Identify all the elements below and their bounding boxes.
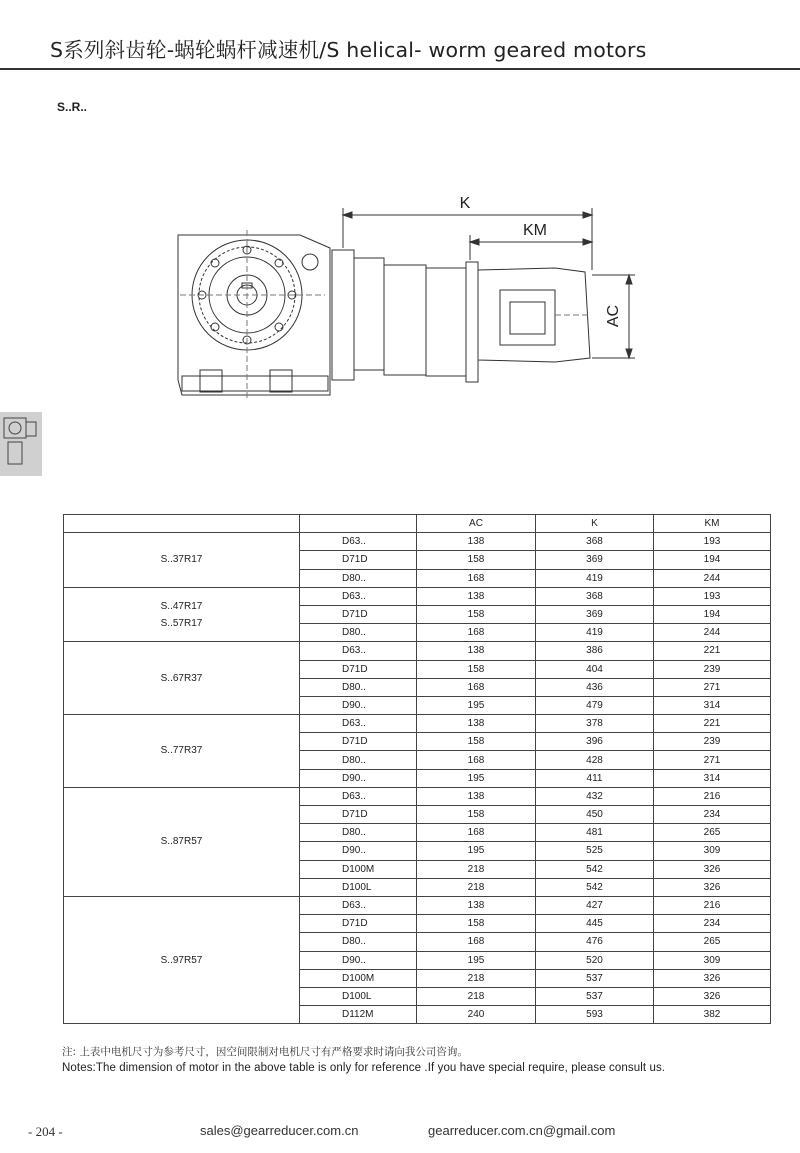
dim-label-ac: AC [605, 304, 622, 328]
k-cell: 481 [536, 824, 654, 842]
motor-cell: D71D [300, 915, 417, 933]
helical-stage [384, 265, 426, 375]
table-header-row [64, 515, 771, 533]
ac-cell: 218 [417, 987, 536, 1005]
km-cell: 309 [654, 842, 771, 860]
ac-cell: 138 [417, 896, 536, 914]
k-cell: 520 [536, 951, 654, 969]
series-cell [64, 896, 300, 1023]
km-cell: 244 [654, 569, 771, 587]
page-title: S系列斜齿轮-蜗轮蜗杆减速机/S helical- worm geared motors [50, 38, 647, 62]
k-cell: 419 [536, 624, 654, 642]
k-cell: 404 [536, 660, 654, 678]
k-cell: 479 [536, 696, 654, 714]
k-cell: 445 [536, 915, 654, 933]
contact-email-secondary: gearreducer.com.cn@gmail.com [428, 1123, 616, 1138]
page-number: - 204 - [28, 1124, 63, 1139]
thumb-flange [9, 422, 21, 434]
km-arrow-right [583, 239, 592, 245]
k-cell: 378 [536, 715, 654, 733]
km-cell: 221 [654, 642, 771, 660]
thumb-motor [8, 442, 22, 464]
motor-cell: D63.. [300, 787, 417, 805]
k-cell: 386 [536, 642, 654, 660]
km-cell: 234 [654, 806, 771, 824]
k-cell: 537 [536, 987, 654, 1005]
header-divider [0, 68, 800, 70]
km-arrow-left [470, 239, 479, 245]
km-cell: 193 [654, 533, 771, 551]
dim-label-k: K [459, 195, 471, 212]
motor-cell: D63.. [300, 715, 417, 733]
motor-cell: D71D [300, 806, 417, 824]
series-cell [64, 715, 300, 788]
motor-cell: D90.. [300, 842, 417, 860]
km-cell: 309 [654, 951, 771, 969]
k-cell: 368 [536, 587, 654, 605]
km-cell: 271 [654, 751, 771, 769]
helical-cover [426, 268, 466, 376]
bolt-hole [275, 259, 283, 267]
motor-cell: D100L [300, 878, 417, 896]
ac-cell: 195 [417, 769, 536, 787]
table-row [64, 587, 771, 605]
ac-arrow-top [626, 275, 632, 284]
motor-cell: D100L [300, 987, 417, 1005]
motor-cell: D80.. [300, 624, 417, 642]
series-label: S..47R17 [160, 600, 203, 612]
km-cell: 326 [654, 878, 771, 896]
ac-cell: 218 [417, 878, 536, 896]
series-label: S..57R17 [160, 617, 203, 629]
note-chinese: 注: 上表中电机尺寸为参考尺寸，因空间限制对电机尺寸有严格要求时请向我公司咨询。 [62, 1046, 468, 1058]
motor-cell: D63.. [300, 642, 417, 660]
ac-cell: 158 [417, 915, 536, 933]
gearmotor-thumbnail-icon [0, 412, 42, 476]
ac-cell: 168 [417, 824, 536, 842]
ac-cell: 158 [417, 806, 536, 824]
k-cell: 428 [536, 751, 654, 769]
dim-label-km: KM [523, 222, 547, 239]
table-row [64, 533, 771, 551]
table-row [64, 642, 771, 660]
table-header-cell: AC [417, 515, 536, 533]
k-cell: 427 [536, 896, 654, 914]
km-cell: 314 [654, 696, 771, 714]
motor-cell: D80.. [300, 824, 417, 842]
gearmotor-drawing-svg [160, 190, 640, 410]
k-cell: 537 [536, 969, 654, 987]
ac-cell: 138 [417, 787, 536, 805]
k-cell: 432 [536, 787, 654, 805]
ac-cell: 168 [417, 624, 536, 642]
model-code: S..R.. [57, 100, 88, 114]
k-cell: 369 [536, 551, 654, 569]
motor-cell: D71D [300, 733, 417, 751]
ac-cell: 158 [417, 605, 536, 623]
motor-cell: D100M [300, 969, 417, 987]
gearbox-housing [178, 235, 330, 395]
series-cell [64, 533, 300, 588]
k-cell: 593 [536, 1006, 654, 1024]
km-cell: 216 [654, 896, 771, 914]
thumb-gearbox [4, 418, 26, 438]
k-cell: 369 [536, 605, 654, 623]
table-header-cell [300, 515, 417, 533]
ac-cell: 138 [417, 587, 536, 605]
table-header-cell: K [536, 515, 654, 533]
ac-cell: 195 [417, 696, 536, 714]
ac-cell: 138 [417, 642, 536, 660]
gearbox-foot [182, 376, 328, 391]
k-arrow-left [343, 212, 352, 218]
ac-cell: 138 [417, 533, 536, 551]
page-header [0, 0, 800, 70]
worm-flange [332, 250, 354, 380]
bolt-hole [275, 323, 283, 331]
terminal-box-inner [510, 302, 545, 334]
ac-cell: 158 [417, 660, 536, 678]
terminal-box [500, 290, 555, 345]
ac-cell: 138 [417, 715, 536, 733]
k-cell: 542 [536, 860, 654, 878]
contact-email: sales@gearreducer.com.cn [200, 1123, 359, 1138]
series-cell [64, 642, 300, 715]
km-cell: 271 [654, 678, 771, 696]
vent-plug [302, 254, 318, 270]
bolt-hole [211, 323, 219, 331]
k-cell: 476 [536, 933, 654, 951]
km-cell: 244 [654, 624, 771, 642]
ac-cell: 158 [417, 551, 536, 569]
series-label: S..67R37 [160, 672, 203, 684]
km-cell: 326 [654, 987, 771, 1005]
worm-housing [354, 258, 384, 370]
dimension-drawing [160, 190, 640, 410]
motor-cell: D63.. [300, 896, 417, 914]
km-cell: 265 [654, 933, 771, 951]
motor-cell: D80.. [300, 569, 417, 587]
table-header-cell: KM [654, 515, 771, 533]
motor-cell: D90.. [300, 696, 417, 714]
k-cell: 411 [536, 769, 654, 787]
table-row [64, 787, 771, 805]
km-cell: 239 [654, 660, 771, 678]
table-row [64, 715, 771, 733]
bolt-hole [211, 259, 219, 267]
ac-cell: 168 [417, 751, 536, 769]
thumb-stage [26, 422, 36, 436]
motor-adapter [466, 262, 478, 382]
series-cell [64, 587, 300, 642]
km-cell: 265 [654, 824, 771, 842]
ac-cell: 195 [417, 951, 536, 969]
table-header-cell [64, 515, 300, 533]
motor-cell: D71D [300, 551, 417, 569]
motor-cell: D80.. [300, 933, 417, 951]
motor-cell: D80.. [300, 678, 417, 696]
km-cell: 326 [654, 969, 771, 987]
series-label: S..77R37 [160, 745, 203, 757]
motor-cell: D63.. [300, 587, 417, 605]
motor-cell: D80.. [300, 751, 417, 769]
side-tab-thumbnail [0, 412, 42, 476]
k-cell: 396 [536, 733, 654, 751]
ac-cell: 168 [417, 678, 536, 696]
ac-cell: 168 [417, 569, 536, 587]
km-cell: 326 [654, 860, 771, 878]
km-cell: 234 [654, 915, 771, 933]
km-cell: 239 [654, 733, 771, 751]
km-cell: 194 [654, 605, 771, 623]
motor-cell: D71D [300, 605, 417, 623]
foot-lug-right [270, 370, 292, 392]
series-label: S..97R57 [160, 954, 203, 966]
k-arrow-right [583, 212, 592, 218]
foot-lug-left [200, 370, 222, 392]
k-cell: 525 [536, 842, 654, 860]
ac-cell: 158 [417, 733, 536, 751]
motor-cell: D71D [300, 660, 417, 678]
k-cell: 436 [536, 678, 654, 696]
ac-cell: 240 [417, 1006, 536, 1024]
ac-arrow-bottom [626, 349, 632, 358]
km-cell: 193 [654, 587, 771, 605]
ac-cell: 218 [417, 860, 536, 878]
table-row [64, 896, 771, 914]
note-english: Notes:The dimension of motor in the above table is only for reference .If you have special require, please consult us. [62, 1062, 666, 1074]
km-cell: 221 [654, 715, 771, 733]
motor-cell: D90.. [300, 769, 417, 787]
km-cell: 314 [654, 769, 771, 787]
ac-cell: 218 [417, 969, 536, 987]
ac-cell: 168 [417, 933, 536, 951]
motor-cell: D90.. [300, 951, 417, 969]
km-cell: 382 [654, 1006, 771, 1024]
series-cell [64, 787, 300, 896]
motor-cell: D63.. [300, 533, 417, 551]
motor-cell: D112M [300, 1006, 417, 1024]
k-cell: 542 [536, 878, 654, 896]
k-cell: 419 [536, 569, 654, 587]
k-cell: 450 [536, 806, 654, 824]
km-cell: 194 [654, 551, 771, 569]
ac-cell: 195 [417, 842, 536, 860]
dimension-table [63, 514, 771, 1024]
km-cell: 216 [654, 787, 771, 805]
series-label: S..37R17 [160, 554, 203, 566]
k-cell: 368 [536, 533, 654, 551]
motor-cell: D100M [300, 860, 417, 878]
series-label: S..87R57 [160, 836, 203, 848]
